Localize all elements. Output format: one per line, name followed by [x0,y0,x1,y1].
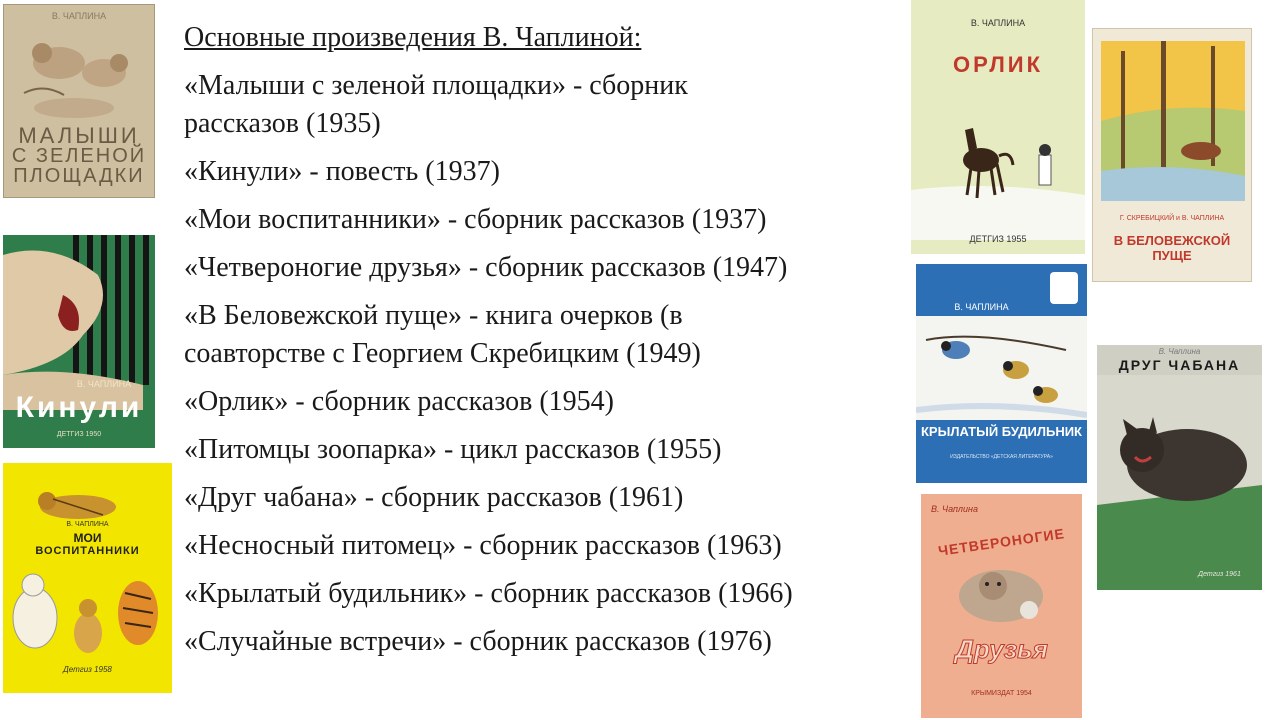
cover-orlik-publisher: ДЕТГИЗ 1955 [969,234,1027,244]
cover-vospitanniki-publisher: Детгиз 1958 [63,665,112,674]
work-item-11: «Случайные встречи» - сборник рассказов (1976) [184,626,772,657]
cover-kinuli-publisher: ДЕТГИЗ 1950 [56,431,102,438]
cover-kinuli-author: В. ЧАПЛИНА [76,379,132,389]
cover-kinuli-title: Кинули [15,391,143,424]
cover-orlik-illustration [911,110,1085,240]
cover-vospitanniki-title-2: ВОСПИТАННИКИ [35,545,140,557]
cover-budilnik-author: В. ЧАПЛИНА [954,302,1009,312]
cover-malyshi-title-2: С ЗЕЛЕНОЙ [11,145,147,167]
cover-chabana-publisher: Детгиз 1961 [1198,571,1241,578]
cover-druzya-author: В. Чаплина [931,504,978,514]
works-heading: Основные произведения В. Чаплиной: [184,22,642,53]
work-item-7: «Питомцы зоопарка» - цикл рассказов (1955) [184,434,722,465]
works-list [184,14,904,666]
cover-malyshi-author: В. ЧАПЛИНА [51,11,107,21]
work-item-2: «Кинули» - повесть (1937) [184,156,500,187]
cover-chabana [1097,345,1262,590]
cover-pushcha [1092,28,1252,282]
cover-orlik-author: В. ЧАПЛИНА [970,18,1026,28]
cover-budilnik [916,264,1087,483]
cover-malyshi-illustration [4,23,154,133]
cover-pushcha-title: В БЕЛОВЕЖСКОЙ ПУЩЕ [1113,233,1231,263]
cover-chabana-title: ДРУГ ЧАБАНА [1118,357,1241,373]
work-item-5-line-1: «В Беловежской пуще» - книга очерков (в [184,300,683,331]
work-item-5 [184,292,904,378]
cover-malyshi-title-1: МАЛЫШИ [18,123,140,148]
cover-chabana-author: В. Чаплина [1158,347,1201,356]
work-item-4: «Четвероногие друзья» - сборник рассказов (1947) [184,252,788,283]
cover-vospitanniki-author: В. ЧАПЛИНА [66,521,109,528]
cover-malyshi [3,4,155,198]
cover-druzya-title-1: ЧЕТВЕРОНОГИЕ [937,525,1066,559]
cover-orlik [911,0,1085,254]
work-item-1-line-1: «Малыши с зеленой площадки» - сборник [184,70,688,101]
cover-druzya-title-2: Друзья [955,634,1048,664]
work-item-1 [184,62,904,148]
cover-pushcha-authors: Г. СКРЕБИЦКИЙ и В. ЧАПЛИНА [1119,215,1225,222]
cover-vospitanniki [3,463,172,693]
cover-budilnik-emblem [1050,272,1078,304]
work-item-9: «Несносный питомец» - сборник рассказов (1963) [184,530,782,561]
work-item-6: «Орлик» - сборник рассказов (1954) [184,386,614,417]
work-item-3: «Мои воспитанники» - сборник рассказов (1937) [184,204,767,235]
cover-malyshi-title-3: ПЛОЩАДКИ [13,165,145,187]
work-item-5-line-2: соавторстве с Георгием Скребицким (1949) [184,338,701,369]
cover-vospitanniki-illustration-top [3,477,172,537]
cover-budilnik-illustration [916,320,1087,420]
cover-kinuli [3,235,155,448]
work-item-1-line-2: рассказов (1935) [184,108,381,139]
cover-druzya [921,494,1082,718]
cover-budilnik-title: КРЫЛАТЫЙ БУДИЛЬНИК [920,424,1082,439]
cover-druzya-publisher: КРЫМИЗДАТ 1954 [971,690,1032,697]
cover-vospitanniki-illustration-bottom [3,563,172,673]
work-item-10: «Крылатый будильник» - сборник рассказов (1966) [184,578,793,609]
cover-pushcha-illustration [1101,41,1245,201]
cover-budilnik-publisher: ИЗДАТЕЛЬСТВО «ДЕТСКАЯ ЛИТЕРАТУРА» [950,454,1053,460]
work-item-8: «Друг чабана» - сборник рассказов (1961) [184,482,684,513]
cover-orlik-title: ОРЛИК [952,52,1044,77]
cover-vospitanniki-title-1: МОИ [73,531,102,545]
cover-chabana-illustration [1097,375,1262,590]
cover-druzya-illustration [921,556,1082,636]
